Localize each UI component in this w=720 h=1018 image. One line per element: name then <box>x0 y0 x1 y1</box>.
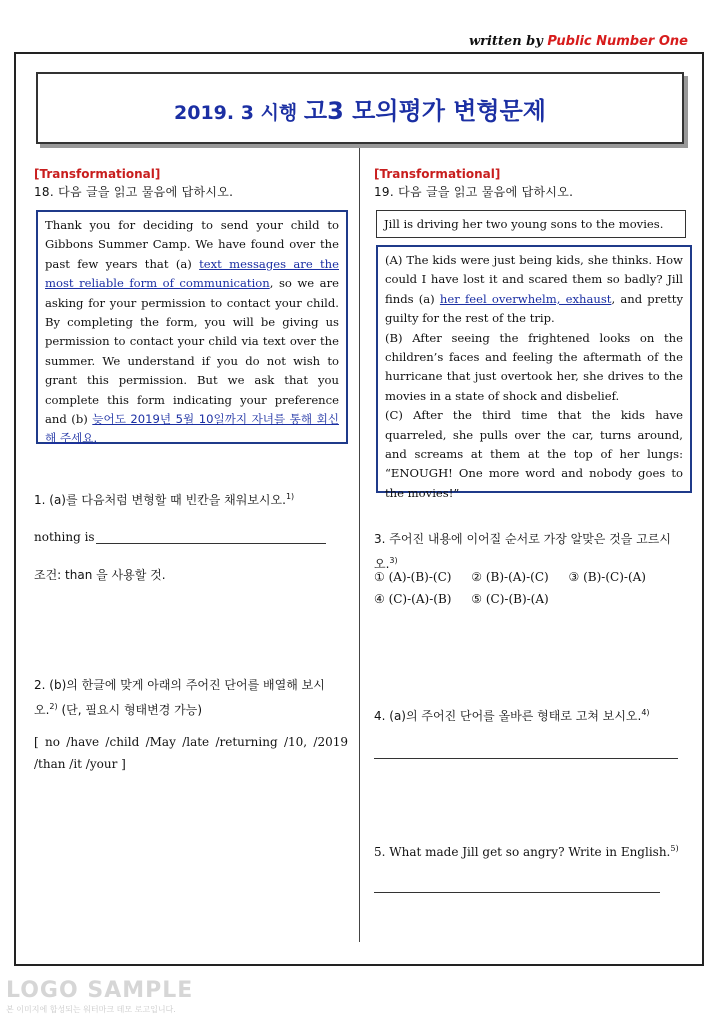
right-intro: Jill is driving her two young sons to the movies. <box>384 217 664 231</box>
q3-option-5[interactable]: ⑤ (C)-(B)-(A) <box>471 592 549 606</box>
left-passage-text <box>45 216 339 449</box>
q1-text: 1. (a)를 다음처럼 변형할 때 빈칸을 채워보시오. <box>34 493 286 507</box>
written-by-label: written by <box>468 34 543 49</box>
column-divider <box>359 148 360 942</box>
passage-a <box>385 251 683 329</box>
watermark-sub: 본 이미지에 합성되는 워터마크 데모 로고입니다. <box>6 1005 176 1014</box>
q3-option-4[interactable]: ④ (C)-(A)-(B) <box>374 592 452 606</box>
q5-text: 5. What made Jill get so angry? Write in English. <box>374 845 671 859</box>
q1-condition: 조건: than 을 사용할 것. <box>34 568 166 582</box>
q1-answer-line[interactable] <box>96 543 326 544</box>
q5-answer-line[interactable] <box>374 892 660 893</box>
q3-footnote: 3) <box>389 556 398 565</box>
underline-b: 늦어도 2019년 5월 10일까지 자녀를 통해 회신해 주세요. <box>45 412 339 446</box>
author-credit <box>469 34 688 49</box>
passage-text-2: , so we are asking for your permission to contact your child. By completing the form, you will be giving us permission to contact your child via text over the summer. We understand if you do not wish to grant this permission. But we ask that you complete this form indicating your preference and (b) <box>45 276 339 427</box>
title-prefix: 2019. 3 시행 <box>174 101 298 124</box>
author-name: Public Number One <box>547 34 688 49</box>
question-2 <box>34 674 348 721</box>
page-title <box>174 91 546 126</box>
q3-option-2[interactable]: ② (B)-(A)-(C) <box>471 570 549 584</box>
underline-right-a: her feel overwhelm, exhaust <box>439 291 612 306</box>
left-header <box>34 167 344 200</box>
left-tag: [Transformational] <box>34 167 161 181</box>
question-4 <box>374 702 688 727</box>
q1-blank-prefix: nothing is <box>34 530 95 544</box>
right-header <box>374 167 684 200</box>
passage-text-1: Thank you for deciding to send your child to Gibbons Summer Camp. We have found over the past few years that (a) <box>45 218 339 271</box>
q2-text: 2. (b)의 한글에 맞게 아래의 주어진 단어를 배열해 보시오. <box>34 678 325 717</box>
title-main: 고3 모의평가 변형문제 <box>303 96 546 125</box>
watermark-logo: LOGO SAMPLE <box>6 978 194 1003</box>
underline-a: text messages are the most reliable form of communication <box>45 256 339 291</box>
q4-footnote: 4) <box>641 708 650 717</box>
q4-answer-line[interactable] <box>374 758 678 759</box>
passage-c: (C) After the third time that the kids have quarreled, she pulls over the car, turns around, and screams at them at the top of her lungs: “ENOUGH! One more word and nobody goes to the movies!” <box>385 408 683 500</box>
right-question-head: 19. 다음 글을 읽고 물음에 답하시오. <box>374 185 574 199</box>
q3-options <box>374 566 688 610</box>
left-question-head: 18. 다음 글을 읽고 물음에 답하시오. <box>34 185 234 199</box>
right-intro-box <box>376 210 686 238</box>
q2-footnote: 2) <box>49 702 58 711</box>
q3-option-3[interactable]: ③ (B)-(C)-(A) <box>568 570 646 584</box>
q2-word-bank: [ no /have /child /May /late /returning /10, /2019 /than /it /your ] <box>34 735 348 771</box>
q5-footnote: 5) <box>670 844 679 853</box>
passage-a-text-1: (A) The kids were just being kids, she thinks. How could I have lost it and scared them so badly? Jill finds (a) <box>385 253 683 306</box>
q1-footnote: 1) <box>285 492 295 501</box>
passage-b: (B) After seeing the frightened looks on the children’s faces and feeling the aftermath of the hurricane that just overtook her, she drives to the movies in a state of shock and disbelief. <box>385 330 683 403</box>
q3-text: 3. 주어진 내용에 이어질 순서로 가장 알맞은 것을 고르시오. <box>374 532 671 571</box>
q1-answer-row <box>34 526 334 548</box>
q3-option-1[interactable]: ① (A)-(B)-(C) <box>374 570 452 584</box>
title-box <box>36 72 684 144</box>
left-passage <box>36 210 348 444</box>
q4-text: 4. (a)의 주어진 단어를 올바른 형태로 고쳐 보시오. <box>374 709 642 723</box>
q2-text-tail: (단, 필요시 형태변경 가능) <box>61 703 203 717</box>
question-5 <box>374 838 688 863</box>
passage-a-text-2: , and pretty guilty for the rest of the trip. <box>385 291 683 326</box>
right-passage <box>376 245 692 500</box>
question-1 <box>34 486 348 511</box>
right-tag: [Transformational] <box>374 167 501 181</box>
